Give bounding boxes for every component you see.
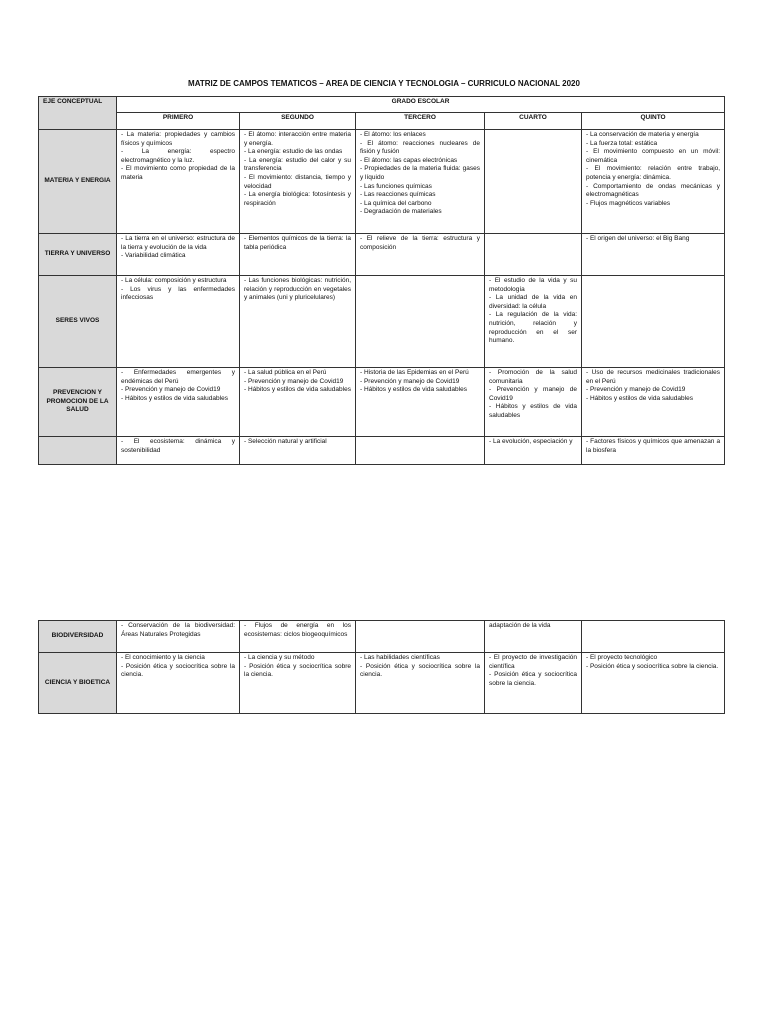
topic-item: - Prevención y manejo de Covid19 <box>244 377 344 385</box>
matrix-row <box>39 621 725 653</box>
axis-label: TIERRA Y UNIVERSO <box>39 234 117 276</box>
matrix-row <box>39 437 725 465</box>
topic-cell <box>356 234 485 276</box>
topic-item: - El estudio de la vida y su metodología <box>489 277 577 293</box>
topic-item: - Prevención y manejo de Covid19 <box>489 386 577 402</box>
topic-item: - Historia de las Epidemias en el Perú <box>360 369 469 376</box>
topic-cell <box>240 276 356 368</box>
topic-item: - Propiedades de la materia fluida: gases y líquido <box>360 165 480 181</box>
topic-item: - Comportamiento de ondas mecánicas y electromagnéticas <box>586 182 721 199</box>
grade-header: PRIMERO <box>117 113 240 130</box>
topic-item: - La tierra en el universo: estructura de la tierra y evolución de la vida <box>121 235 235 251</box>
topic-item: - La energía: estudio de las ondas <box>244 148 343 156</box>
topic-cell <box>582 653 725 714</box>
topic-item: - Posición ética y sociocrítica sobre la ciencia. <box>586 662 719 670</box>
topic-cell <box>117 653 240 714</box>
topic-item: - La regulación de la vida: nutrición, relación y reproducción en el ser humano. <box>489 311 577 345</box>
topic-item: - Hábitos y estilos de vida saludables <box>360 386 467 394</box>
topic-cell <box>485 437 582 465</box>
topic-item: - La salud pública en el Perú <box>244 369 327 376</box>
topic-item: - Hábitos y estilos de vida saludables <box>586 394 693 402</box>
topic-item: - Prevención y manejo de Covid19 <box>121 386 221 394</box>
topic-item: - La conservación de materia y energía <box>586 131 699 138</box>
axis-label: CIENCIA Y BIOETICA <box>39 653 117 714</box>
axis-label: MATERIA Y ENERGIA <box>39 130 117 234</box>
topic-item: - El movimiento: distancia, tiempo y velocidad <box>244 173 351 190</box>
topic-cell <box>240 234 356 276</box>
axis-label <box>39 437 117 465</box>
grade-header: QUINTO <box>582 113 725 130</box>
header-row-2 <box>39 113 725 130</box>
topic-item: - La evolución, especiación y <box>489 438 573 445</box>
topic-item: - Enfermedades emergentes y endémicas del Perú <box>121 369 235 385</box>
topic-item: - El proyecto de investigación científica <box>489 654 577 670</box>
thematic-matrix-continuation <box>38 620 725 714</box>
topic-cell <box>582 437 725 465</box>
topic-item: - Flujos de energía en los ecosistemas: ciclos biogeoquímicos <box>244 622 351 638</box>
topic-cell <box>240 368 356 437</box>
topic-item: - Hábitos y estilos de vida saludables <box>244 386 351 394</box>
topic-cell <box>485 130 582 234</box>
topic-cell <box>485 621 582 653</box>
topic-item: - Las reacciones químicas <box>360 191 436 199</box>
matrix-row <box>39 368 725 437</box>
topic-cell <box>240 653 356 714</box>
topic-item: - Factores físicos y químicos que amenazan a la biosfera <box>586 438 721 454</box>
topic-cell <box>240 621 356 653</box>
topic-cell <box>117 276 240 368</box>
topic-item: - Selección natural y artificial <box>244 438 327 445</box>
grade-header: CUARTO <box>485 113 582 130</box>
topic-item: - El movimiento compuesto en un móvil: cinemática <box>586 148 721 164</box>
grado-escolar-header: GRADO ESCOLAR <box>117 97 725 113</box>
topic-cell <box>356 276 485 368</box>
topic-cell <box>356 368 485 437</box>
axis-label: SERES VIVOS <box>39 276 117 368</box>
topic-item: - Prevención y manejo de Covid19 <box>586 386 686 394</box>
topic-item: - Variabilidad climática <box>121 252 186 260</box>
topic-item: - Los virus y las enfermedades infecciosas <box>121 285 235 302</box>
topic-cell <box>117 437 240 465</box>
eje-conceptual-header: EJE CONCEPTUAL <box>39 97 117 130</box>
matrix-row <box>39 234 725 276</box>
topic-item: - Promoción de la salud comunitaria <box>489 369 577 385</box>
topic-cell <box>117 368 240 437</box>
topic-item: - El movimiento: relación entre trabajo, potencia y energía: dinámica. <box>586 165 721 181</box>
page-title: MATRIZ DE CAMPOS TEMATICOS – AREA DE CIENCIA Y TECNOLOGIA – CURRICULO NACIONAL 2020 <box>188 79 580 88</box>
topic-item: - Las funciones biológicas: nutrición, relación y reproducción en vegetales y animales (uni y pluricelulares) <box>244 277 351 302</box>
axis-label: PREVENCION Y PROMOCION DE LA SALUD <box>39 368 117 437</box>
topic-item: - La unidad de la vida en diversidad: la célula <box>489 294 577 310</box>
matrix-row <box>39 276 725 368</box>
topic-item: - La célula: composición y estructura <box>121 277 227 284</box>
topic-item: - La química del carbono <box>360 199 432 207</box>
topic-cell <box>117 234 240 276</box>
topic-cell <box>356 437 485 465</box>
topic-item: - Posición ética y sociocrítica sobre la ciencia. <box>121 662 235 679</box>
topic-item: - Hábitos y estilos de vida saludables <box>121 394 228 402</box>
topic-item: - El relieve de la tierra: estructura y composición <box>360 235 480 251</box>
topic-item: - El átomo: interacción entre materia y energía. <box>244 131 351 147</box>
topic-item: - El proyecto tecnológico <box>586 654 658 661</box>
topic-item: adaptación de la vida <box>489 622 551 629</box>
topic-item: - La fuerza total: estática <box>586 139 658 147</box>
grade-header: TERCERO <box>356 113 485 130</box>
topic-cell <box>582 276 725 368</box>
topic-item: - La energía biológica: fotosíntesis y respiración <box>244 191 351 207</box>
topic-cell <box>485 276 582 368</box>
thematic-matrix-table <box>38 96 725 465</box>
topic-item: - Posición ética y sociocrítica sobre la ciencia. <box>489 671 577 687</box>
topic-item: - La energía: estudio del calor y su transferencia <box>244 156 351 173</box>
topic-cell <box>582 130 725 234</box>
matrix-row <box>39 130 725 234</box>
topic-item: - Conservación de la biodiversidad: Áreas Naturales Protegidas <box>121 622 235 638</box>
topic-cell <box>240 437 356 465</box>
topic-item: - Posición ética y sociocrítica sobre la ciencia. <box>244 662 351 679</box>
topic-cell <box>582 234 725 276</box>
topic-item: - Prevención y manejo de Covid19 <box>360 377 460 385</box>
topic-item: - Hábitos y estilos de vida saludables <box>489 403 577 419</box>
matrix-row <box>39 653 725 714</box>
topic-item: - El movimiento como propiedad de la materia <box>121 165 235 181</box>
topic-cell <box>240 130 356 234</box>
topic-item: - Elementos químicos de la tierra: la tabla periódica <box>244 235 351 251</box>
topic-item: - La materia: propiedades y cambios físicos y químicos <box>121 131 235 147</box>
topic-cell <box>582 621 725 653</box>
topic-item: - Las funciones químicas <box>360 182 432 190</box>
topic-item: - El conocimiento y la ciencia <box>121 654 205 661</box>
topic-item: - El átomo: los enlaces <box>360 131 426 138</box>
topic-item: - Posición ética y sociocrítica sobre la ciencia. <box>360 662 480 679</box>
topic-cell <box>582 368 725 437</box>
topic-item: - El ecosistema: dinámica y sostenibilidad <box>121 438 235 454</box>
topic-cell <box>485 234 582 276</box>
topic-item: - El átomo: las capas electrónicas <box>360 156 458 164</box>
topic-cell <box>117 130 240 234</box>
topic-item: - Uso de recursos medicinales tradicionales en el Perú <box>586 369 721 385</box>
topic-item: - El átomo: reacciones nucleares de fisión y fusión <box>360 139 480 156</box>
topic-item: - La energía: espectro electromagnético y la luz. <box>121 148 235 164</box>
grade-header: SEGUNDO <box>240 113 356 130</box>
topic-item: - Degradación de materiales <box>360 208 442 216</box>
topic-cell <box>356 621 485 653</box>
topic-cell <box>356 653 485 714</box>
topic-cell <box>485 368 582 437</box>
topic-item: - El origen del universo: el Big Bang <box>586 235 690 242</box>
header-row-1 <box>39 97 725 113</box>
axis-label: BIODIVERSIDAD <box>39 621 117 653</box>
topic-cell <box>117 621 240 653</box>
topic-item: - La ciencia y su método <box>244 654 315 661</box>
topic-cell <box>356 130 485 234</box>
topic-item: - Flujos magnéticos variables <box>586 199 671 207</box>
topic-item: - Las habilidades científicas <box>360 654 440 661</box>
topic-cell <box>485 653 582 714</box>
